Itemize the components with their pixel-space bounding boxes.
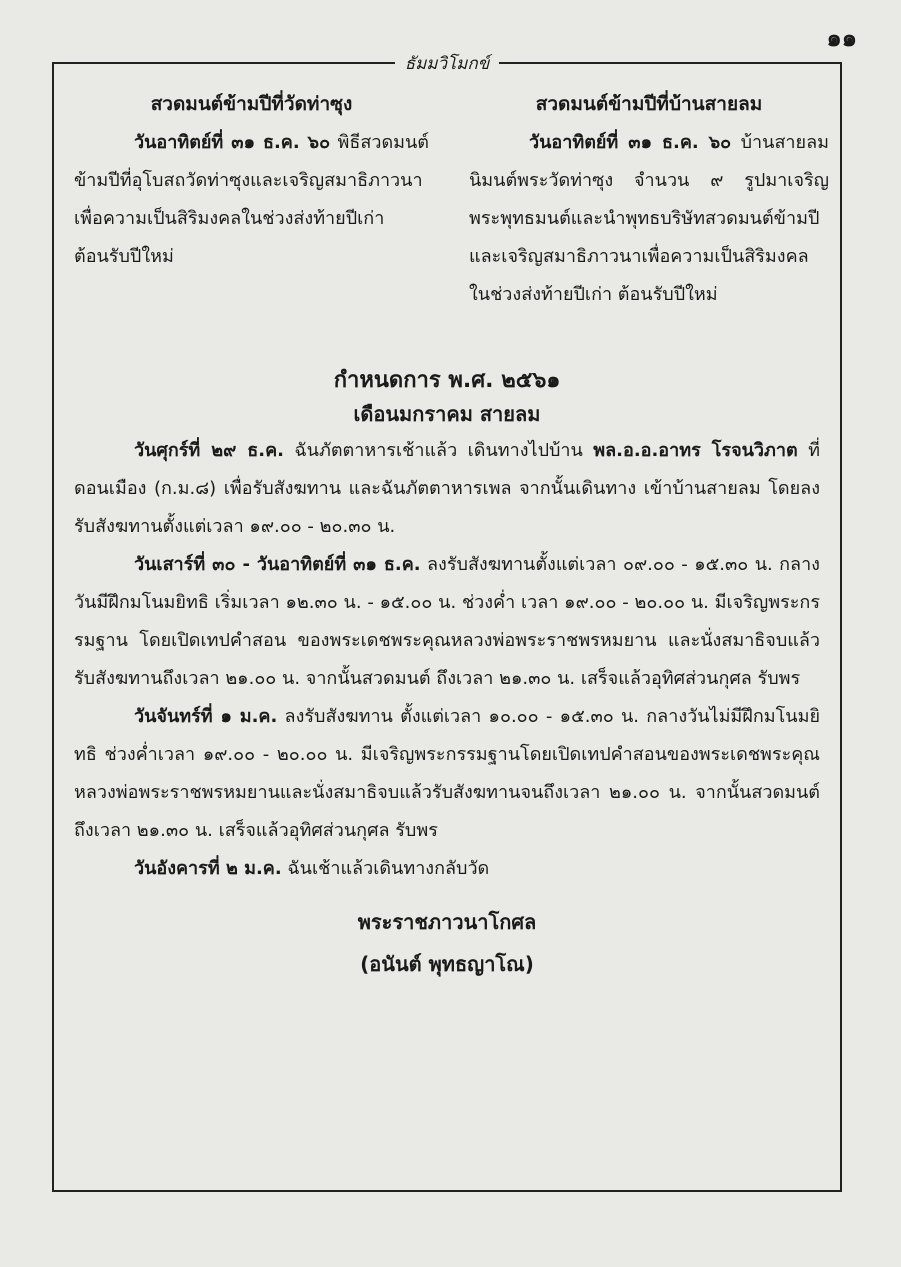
schedule-item-text-cont: ที่ดอนเมือง (ก.ม.๘) เพื่อรับสังฆทาน และฉันภัตตาหารเพล จากนั้นเดินทาง เข้าบ้านสายลม โดยลงรับสังฆทานตั้งแต่เวลา ๑๙.๐๐ - ๒๐.๓๐ น. [74, 440, 820, 537]
left-column-paragraph [74, 124, 429, 276]
schedule-item-text: ฉันภัตตาหารเช้าแล้ว เดินทางไปบ้าน [283, 440, 594, 461]
signature-name: พระราชภาวนาโกศล [357, 910, 537, 934]
schedule-item-text: ฉันเช้าแล้วเดินทางกลับวัด [281, 858, 490, 879]
schedule-body [74, 432, 820, 888]
schedule-item [74, 432, 820, 546]
schedule-item-date: วันจันทร์ที่ ๑ ม.ค. [134, 706, 278, 727]
right-column-paragraph [469, 124, 829, 314]
left-column-text: พิธีสวดมนต์ข้ามปีที่อุโบสถวัดท่าซุงและเจริญสมาธิภาวนาเพื่อความเป็นสิริมงคลในช่วงส่งท้ายปีเก่า ต้อนรับปีใหม่ [74, 132, 430, 267]
left-column-date: วันอาทิตย์ที่ ๓๑ ธ.ค. ๖๐ [134, 132, 331, 153]
schedule-item-text: ลงรับสังฆทาน ตั้งแต่เวลา ๑๐.๐๐ - ๑๕.๓๐ น. กลางวันไม่มีฝึกมโนมยิทธิ ช่วงค่ำเวลา ๑๙.๐๐ - ๒๐.๐๐ น. มีเจริญพระกรรมฐานโดยเปิดเทปคำสอนของพระเดชพระคุณหลวงพ่อพระราชพรหมยานและนั่งสมาธิจบแล้วรับสังฆทานจนถึงเวลา ๒๑.๐๐ น. จากนั้นสวดมนต์ถึงเวลา ๒๑.๓๐ น. เสร็จแล้วอุทิศส่วนกุศล รับพร [74, 706, 820, 841]
running-header [54, 50, 840, 77]
article-frame [52, 54, 842, 1192]
signature-alias: (อนันต์ พุทธญาโณ) [360, 952, 534, 976]
left-column-title: สวดมนต์ข้ามปีที่วัดท่าซุง [150, 93, 353, 115]
schedule-item [74, 698, 820, 850]
right-column-text: บ้านสายลมนิมนต์พระวัดท่าซุง จำนวน ๙ รูปมาเจริญพระพุทธมนต์และนำพุทธบริษัทสวดมนต์ข้ามปีและเจริญสมาธิภาวนาเพื่อความเป็นสิริมงคลในช่วงส่งท้ายปีเก่า ต้อนรับปีใหม่ [469, 132, 829, 305]
schedule-item [74, 546, 820, 698]
left-column [74, 84, 429, 276]
schedule-item-date: วันอังคารที่ ๒ ม.ค. [134, 858, 282, 879]
right-column-title: สวดมนต์ข้ามปีที่บ้านสายลม [535, 93, 763, 115]
schedule-item-text: ลงรับสังฆทานตั้งแต่เวลา ๐๙.๐๐ - ๑๕.๓๐ น. กลางวันมีฝึกมโนมยิทธิ เริ่มเวลา ๑๒.๓๐ น. - ๑๕.๐๐ น. ช่วงค่ำ เวลา ๑๙.๐๐ - ๒๐.๐๐ น. มีเจริญพระกรรมฐาน โดยเปิดเทปคำสอน ของพระเดชพระคุณหลวงพ่อพระราชพรหมยาน และนั่งสมาธิจบแล้วรับสังฆทานถึงเวลา ๒๑.๐๐ น. จากนั้นสวดมนต์ ถึงเวลา ๒๑.๓๐ น. เสร็จแล้วอุทิศส่วนกุศล รับพร [74, 554, 820, 689]
schedule-subtitle: เดือนมกราคม สายลม [353, 402, 541, 426]
schedule-item-highlight: พล.อ.อ.อาทร โรจนวิภาต [593, 440, 798, 461]
page-number: ๑๑ [826, 24, 857, 52]
schedule-title: กำหนดการ พ.ศ. ๒๕๖๑ [333, 368, 561, 393]
schedule-item-date: วันศุกร์ที่ ๒๙ ธ.ค. [134, 440, 284, 461]
schedule-item [74, 850, 820, 888]
schedule-item-date: วันเสาร์ที่ ๓๐ - วันอาทิตย์ที่ ๓๑ ธ.ค. [134, 554, 421, 575]
right-column-date: วันอาทิตย์ที่ ๓๑ ธ.ค. ๖๐ [529, 132, 732, 153]
right-column [469, 84, 829, 314]
running-header-text: ธัมมวิโมกข์ [395, 54, 500, 74]
